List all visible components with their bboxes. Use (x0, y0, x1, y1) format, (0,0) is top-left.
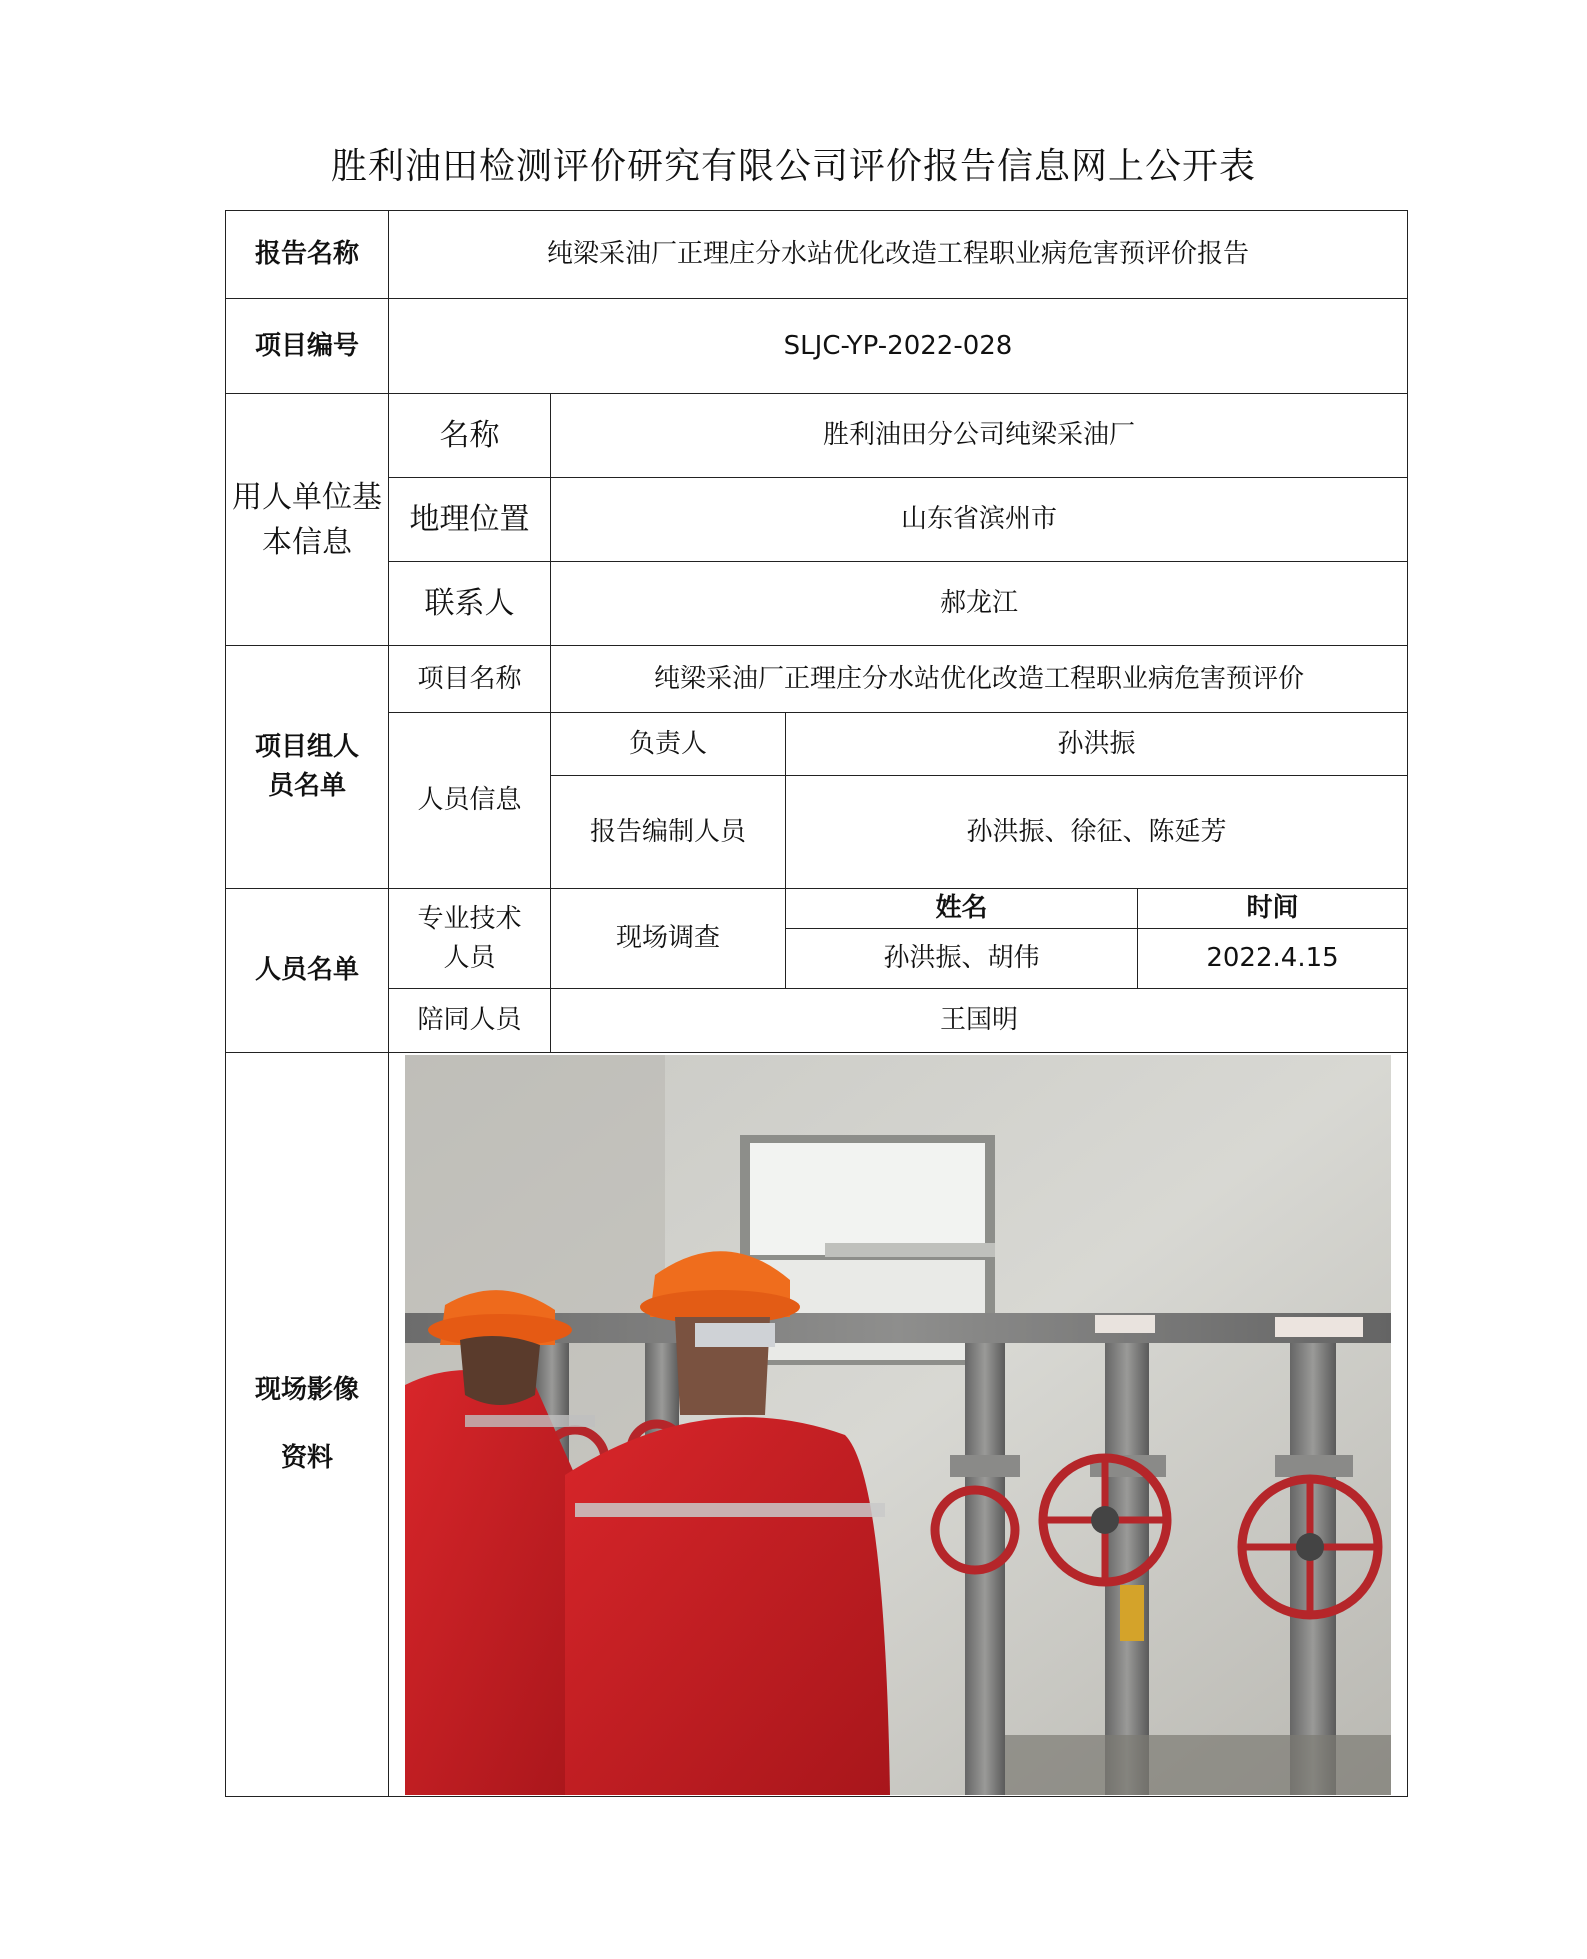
col-name-header: 姓名 (786, 889, 1138, 929)
row-report-name (226, 211, 1408, 299)
photo-cell (389, 1053, 1408, 1797)
report-name-value: 纯梁采油厂正理庄分水站优化改造工程职业病危害预评价报告 (389, 211, 1408, 299)
photo-section-label (226, 1053, 389, 1797)
row-employer-contact (226, 562, 1408, 646)
authors-label: 报告编制人员 (551, 776, 786, 889)
row-team-project (226, 646, 1408, 713)
photo-label-2: 资料 (280, 1442, 333, 1473)
photo-label-1: 现场影像 (254, 1374, 359, 1405)
tech-label: 专业技术人员 (389, 889, 551, 989)
team-label (226, 646, 389, 889)
project-no-label: 项目编号 (226, 299, 389, 394)
site-survey-photo (405, 1055, 1391, 1795)
authors-value: 孙洪振、徐征、陈延芳 (786, 776, 1408, 889)
personnel-label: 人员名单 (226, 889, 389, 1053)
row-employer-location (226, 478, 1408, 562)
leader-value: 孙洪振 (786, 713, 1408, 776)
row-photo (226, 1053, 1408, 1797)
page-title: 胜利油田检测评价研究有限公司评价报告信息网上公开表 (330, 146, 1256, 187)
employer-contact-value: 郝龙江 (551, 562, 1408, 646)
survey-date: 2022.4.15 (1138, 929, 1408, 989)
project-no-value: SLJC-YP-2022-028 (389, 299, 1408, 394)
col-time-header: 时间 (1138, 889, 1408, 929)
employer-name-label: 名称 (389, 394, 551, 478)
row-team-leader (226, 713, 1408, 776)
employer-label (226, 394, 389, 646)
staff-label: 人员信息 (389, 713, 551, 889)
row-employer-name (226, 394, 1408, 478)
employer-location-value: 山东省滨州市 (551, 478, 1408, 562)
leader-label: 负责人 (551, 713, 786, 776)
team-project-value: 纯梁采油厂正理庄分水站优化改造工程职业病危害预评价 (551, 646, 1408, 713)
report-name-label: 报告名称 (226, 211, 389, 299)
survey-label: 现场调查 (551, 889, 786, 989)
employer-contact-label: 联系人 (389, 562, 551, 646)
escort-label: 陪同人员 (389, 989, 551, 1053)
escort-value: 王国明 (551, 989, 1408, 1053)
row-project-no (226, 299, 1408, 394)
row-personnel-escort (226, 989, 1408, 1053)
survey-names: 孙洪振、胡伟 (786, 929, 1138, 989)
row-personnel-header (226, 889, 1408, 929)
employer-location-label: 地理位置 (389, 478, 551, 562)
employer-label-text: 用人单位基本信息 (232, 479, 382, 560)
employer-name-value: 胜利油田分公司纯梁采油厂 (551, 394, 1408, 478)
disclosure-table (225, 210, 1408, 1797)
team-label-text: 项目组人员名单 (254, 732, 359, 801)
team-project-label: 项目名称 (389, 646, 551, 713)
